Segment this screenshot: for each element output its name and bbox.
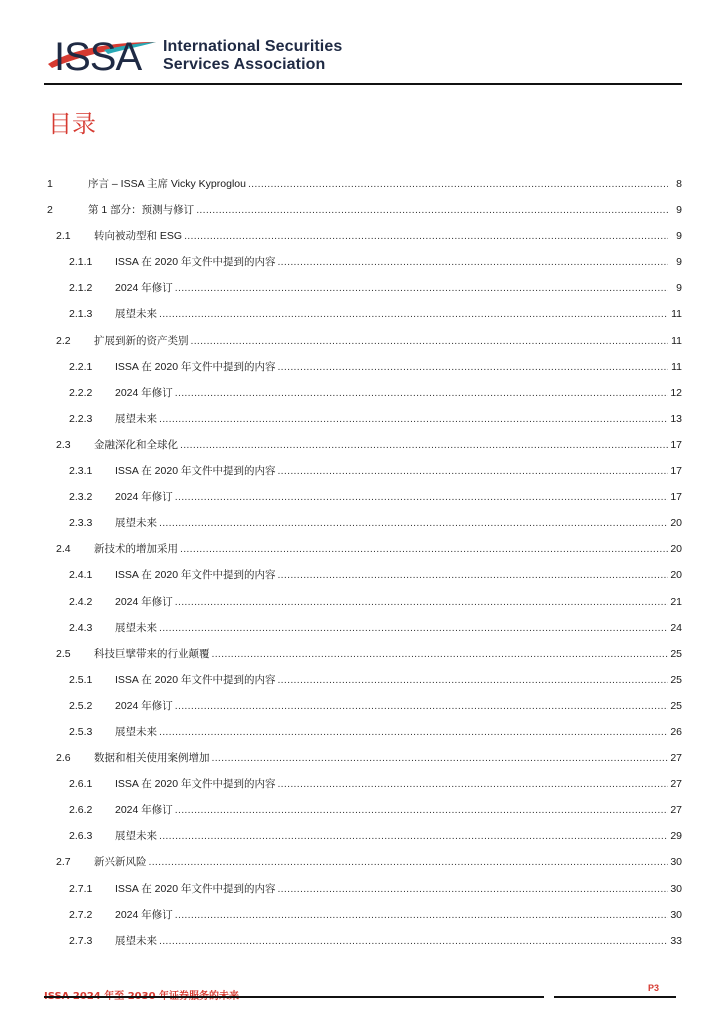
toc-entry-number: 2.2 (56, 334, 71, 347)
toc-entry[interactable] (47, 254, 682, 280)
toc-dot-leader (175, 909, 668, 921)
organization-name-line1: International Securities (163, 38, 343, 55)
organization-name (163, 38, 342, 74)
toc-entry-page: 30 (670, 908, 682, 921)
toc-entry-page: 30 (670, 856, 682, 869)
toc-entry-number: 2.7.2 (69, 908, 93, 921)
toc-entry-label: 2024 年修订 (115, 386, 173, 399)
toc-entry-page: 11 (671, 308, 682, 321)
toc-entry-label: 新兴新风险 (94, 856, 147, 869)
toc-entry-page: 20 (670, 517, 682, 530)
toc-entry[interactable] (47, 620, 682, 646)
toc-entry[interactable] (47, 594, 682, 620)
footer-divider-left (44, 996, 544, 998)
toc-entry-page: 21 (670, 595, 682, 608)
toc-entry-label: 新技术的增加采用 (94, 543, 178, 556)
toc-entry-label: ISSA 在 2020 年文件中提到的内容 (115, 882, 276, 895)
toc-entry-label: 序言 – ISSA 主席 Vicky Kyproglou (88, 178, 246, 190)
toc-entry-label: 2024 年修订 (115, 699, 173, 712)
toc-entry-number: 2.4.1 (69, 569, 93, 582)
toc-dot-leader (196, 204, 668, 216)
toc-entry-label: ISSA 在 2020 年文件中提到的内容 (115, 569, 276, 582)
toc-entry[interactable] (47, 646, 682, 672)
toc-entry[interactable] (47, 228, 682, 254)
toc-entry[interactable] (47, 359, 682, 385)
toc-entry-page: 11 (671, 360, 682, 373)
toc-dot-leader (175, 491, 668, 503)
footer-page-number: P3 (648, 983, 660, 993)
toc-dot-leader (175, 387, 668, 399)
footer-divider-right (554, 996, 676, 998)
toc-entry-label: 展望未来 (115, 934, 157, 947)
toc-entry-label: 展望未来 (115, 412, 157, 425)
toc-entry-number: 2.6 (56, 752, 71, 765)
toc-entry-page: 9 (676, 282, 682, 295)
organization-name-line2: Services Association (163, 56, 326, 73)
toc-dot-leader (175, 700, 668, 712)
toc-dot-leader (277, 569, 668, 581)
toc-entry-label: 展望未来 (115, 308, 157, 321)
toc-entry-page: 27 (670, 804, 682, 817)
toc-entry[interactable] (47, 541, 682, 567)
toc-entry-number: 2.1.3 (69, 308, 93, 321)
toc-entry-number: 2.1.1 (69, 256, 93, 269)
toc-dot-leader (277, 674, 668, 686)
toc-entry-label: 科技巨擘带来的行业颠覆 (94, 647, 210, 660)
toc-entry[interactable] (47, 176, 682, 202)
toc-entry-number: 2.6.1 (69, 778, 93, 791)
toc-entry-number: 2.5.3 (69, 725, 93, 738)
toc-entry-page: 25 (670, 699, 682, 712)
header-divider (44, 83, 682, 85)
toc-entry[interactable] (47, 202, 682, 228)
toc-entry-label: 2024 年修订 (115, 908, 173, 921)
toc-entry-number: 2.7.1 (69, 882, 93, 895)
toc-entry[interactable] (47, 567, 682, 593)
toc-entry[interactable] (47, 385, 682, 411)
toc-entry-number: 2.1.2 (69, 282, 93, 295)
toc-entry-label: ISSA 在 2020 年文件中提到的内容 (115, 256, 276, 269)
toc-dot-leader (180, 439, 668, 451)
toc-entry[interactable] (47, 907, 682, 933)
toc-entry-number: 2.7 (56, 856, 71, 869)
toc-dot-leader (159, 517, 668, 529)
toc-entry-page: 8 (676, 178, 682, 190)
toc-dot-leader (159, 413, 668, 425)
toc-entry-label: 2024 年修订 (115, 595, 173, 608)
toc-entry-page: 9 (676, 230, 682, 243)
toc-dot-leader (277, 778, 668, 790)
toc-entry-page: 25 (670, 647, 682, 660)
toc-entry-page: 27 (670, 778, 682, 791)
toc-entry[interactable] (47, 854, 682, 880)
footer-document-title (44, 987, 239, 1002)
toc-entry[interactable] (47, 802, 682, 828)
toc-dot-leader (159, 935, 668, 947)
toc-entry-label: 展望未来 (115, 621, 157, 634)
toc-entry-page: 9 (676, 204, 682, 217)
toc-entry-number: 2.3 (56, 438, 71, 451)
logo-wordmark: ISSA (54, 35, 142, 76)
toc-entry-number: 2.5 (56, 647, 71, 660)
toc-entry-number: 2.6.3 (69, 830, 93, 843)
toc-entry-number: 2.3.2 (69, 491, 93, 504)
toc-entry-page: 20 (670, 543, 682, 556)
toc-dot-leader (159, 726, 668, 738)
toc-dot-leader (212, 648, 669, 660)
toc-entry-page: 33 (670, 934, 682, 947)
toc-entry-page: 25 (670, 673, 682, 686)
toc-entry[interactable] (47, 698, 682, 724)
toc-entry-page: 12 (670, 386, 682, 399)
toc-entry[interactable] (47, 463, 682, 489)
toc-entry-number: 2.2.2 (69, 386, 93, 399)
toc-entry-number: 2.2.3 (69, 412, 93, 425)
table-of-contents (47, 176, 682, 959)
toc-dot-leader (212, 752, 669, 764)
toc-dot-leader (175, 282, 668, 294)
toc-dot-leader (159, 830, 668, 842)
toc-entry-number: 2.4 (56, 543, 71, 556)
toc-dot-leader (277, 256, 668, 268)
toc-entry-label: 金融深化和全球化 (94, 438, 178, 451)
toc-entry-label: ISSA 在 2020 年文件中提到的内容 (115, 360, 276, 373)
toc-dot-leader (184, 230, 668, 242)
toc-entry-page: 17 (670, 465, 682, 478)
toc-entry[interactable] (47, 828, 682, 854)
toc-entry-number: 2.7.3 (69, 934, 93, 947)
toc-dot-leader (180, 543, 668, 555)
toc-entry[interactable] (47, 411, 682, 437)
toc-entry-page: 29 (670, 830, 682, 843)
toc-entry[interactable] (47, 306, 682, 332)
toc-entry-label: 2024 年修订 (115, 804, 173, 817)
toc-dot-leader (277, 361, 668, 373)
toc-entry-number: 2.3.3 (69, 517, 93, 530)
toc-dot-leader (191, 335, 669, 347)
toc-entry[interactable] (47, 489, 682, 515)
toc-entry[interactable] (47, 776, 682, 802)
toc-entry-number: 2.3.1 (69, 465, 93, 478)
issa-logo (44, 30, 374, 76)
toc-entry-number: 2.1 (56, 230, 71, 243)
toc-entry-label: 扩展到新的资产类别 (94, 334, 189, 347)
toc-entry-number: 2.2.1 (69, 360, 93, 373)
toc-entry-label: ISSA 在 2020 年文件中提到的内容 (115, 778, 276, 791)
toc-entry[interactable] (47, 881, 682, 907)
toc-entry-label: 2024 年修订 (115, 282, 173, 295)
toc-dot-leader (277, 465, 668, 477)
toc-entry-page: 17 (670, 438, 682, 451)
toc-entry-number: 2.4.2 (69, 595, 93, 608)
toc-entry-label: 转向被动型和 ESG (94, 230, 183, 243)
toc-entry-label: 第 1 部分：预测与修订 (88, 204, 195, 217)
toc-entry[interactable] (47, 280, 682, 306)
toc-entry-page: 26 (670, 725, 682, 738)
toc-entry-page: 24 (670, 621, 682, 634)
toc-entry-label: 展望未来 (115, 517, 157, 530)
toc-entry-page: 9 (676, 256, 682, 269)
toc-entry-page: 17 (670, 491, 682, 504)
toc-entry[interactable] (47, 437, 682, 463)
toc-entry[interactable] (47, 750, 682, 776)
toc-dot-leader (159, 308, 668, 320)
toc-entry[interactable] (47, 672, 682, 698)
toc-entry-label: 展望未来 (115, 830, 157, 843)
toc-dot-leader (175, 596, 668, 608)
toc-entry[interactable] (47, 333, 682, 359)
toc-entry[interactable] (47, 724, 682, 750)
toc-dot-leader (149, 856, 669, 868)
toc-entry-number: 2.5.2 (69, 699, 93, 712)
toc-entry-number: 1 (47, 178, 53, 190)
toc-entry-label: 展望未来 (115, 725, 157, 738)
toc-entry-page: 27 (670, 752, 682, 765)
toc-entry-label: 数据和相关使用案例增加 (94, 752, 210, 765)
toc-entry-number: 2.5.1 (69, 673, 93, 686)
toc-entry-number: 2.4.3 (69, 621, 93, 634)
toc-entry[interactable] (47, 933, 682, 959)
toc-entry-label: ISSA 在 2020 年文件中提到的内容 (115, 465, 276, 478)
toc-entry[interactable] (47, 515, 682, 541)
toc-entry-page: 20 (670, 569, 682, 582)
toc-dot-leader (248, 178, 668, 190)
toc-entry-page: 11 (671, 334, 682, 347)
toc-entry-label: 2024 年修订 (115, 491, 173, 504)
toc-entry-label: ISSA 在 2020 年文件中提到的内容 (115, 673, 276, 686)
toc-dot-leader (277, 883, 668, 895)
issa-logo-mark (44, 30, 160, 76)
toc-entry-page: 30 (670, 882, 682, 895)
toc-entry-number: 2.6.2 (69, 804, 93, 817)
toc-dot-leader (159, 622, 668, 634)
toc-title: 目录 (48, 110, 96, 138)
toc-dot-leader (175, 804, 668, 816)
toc-entry-page: 13 (670, 412, 682, 425)
toc-entry-number: 2 (47, 204, 53, 217)
